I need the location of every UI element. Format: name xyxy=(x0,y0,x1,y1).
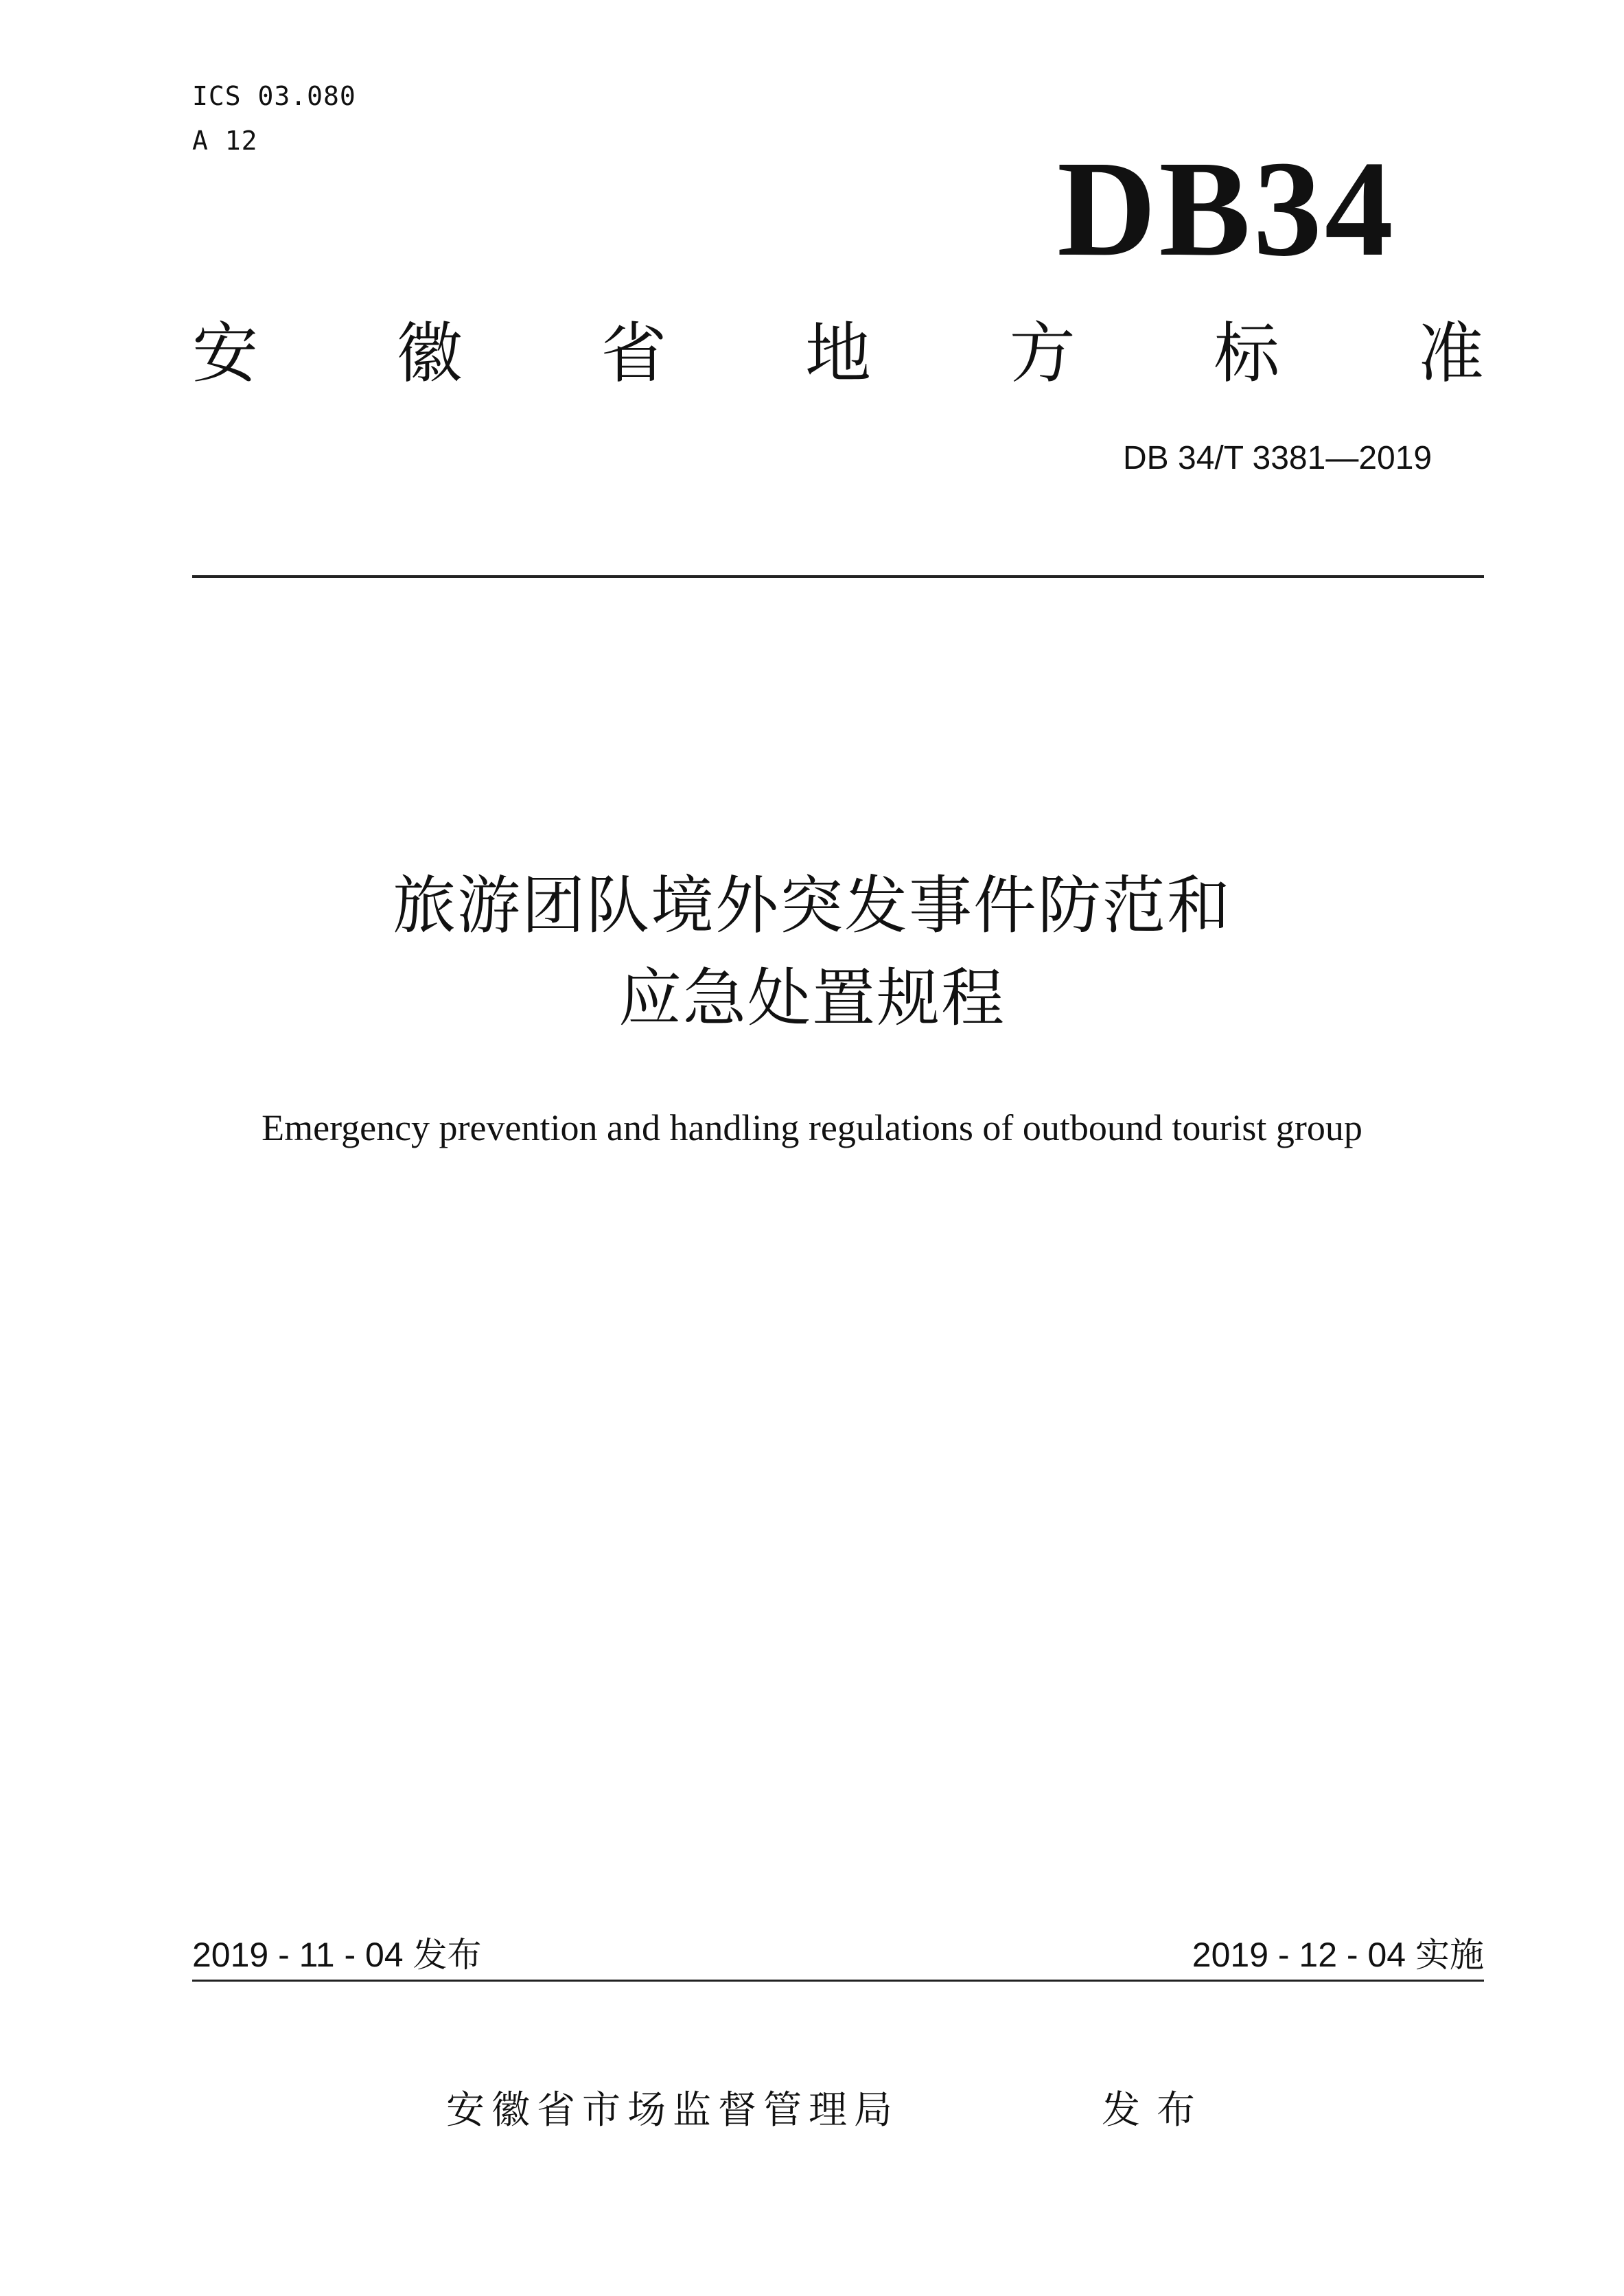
classification-code: A 12 xyxy=(192,126,258,156)
category-char: 地 xyxy=(804,315,871,392)
category-char: 准 xyxy=(1417,315,1484,392)
category-char: 安 xyxy=(192,315,258,392)
document-title-line-2: 应急处置规程 xyxy=(618,962,1006,1035)
top-divider xyxy=(192,575,1484,578)
category-char: 标 xyxy=(1214,315,1280,392)
ics-code: ICS 03.080 xyxy=(192,81,356,111)
document-title-line-1: 旅游团队境外突发事件防范和 xyxy=(392,869,1231,942)
standard-logo: DB34 xyxy=(1057,133,1396,285)
category-char: 徽 xyxy=(396,315,463,392)
issue-date: 2019 - 11 - 04 发布 xyxy=(192,1936,482,1974)
bottom-divider xyxy=(192,1980,1484,1982)
category-char: 省 xyxy=(601,315,667,392)
category-char: 方 xyxy=(1009,315,1076,392)
english-title: Emergency prevention and handling regulations of outbound tourist group xyxy=(262,1107,1362,1148)
standard-category-heading xyxy=(192,316,1484,391)
publisher: 安徽省市场监督管理局 xyxy=(446,2088,899,2133)
implementation-date: 2019 - 12 - 04 实施 xyxy=(1192,1936,1484,1974)
publish-label: 发布 xyxy=(1102,2088,1211,2133)
standard-code: DB 34/T 3381—2019 xyxy=(1123,440,1432,476)
